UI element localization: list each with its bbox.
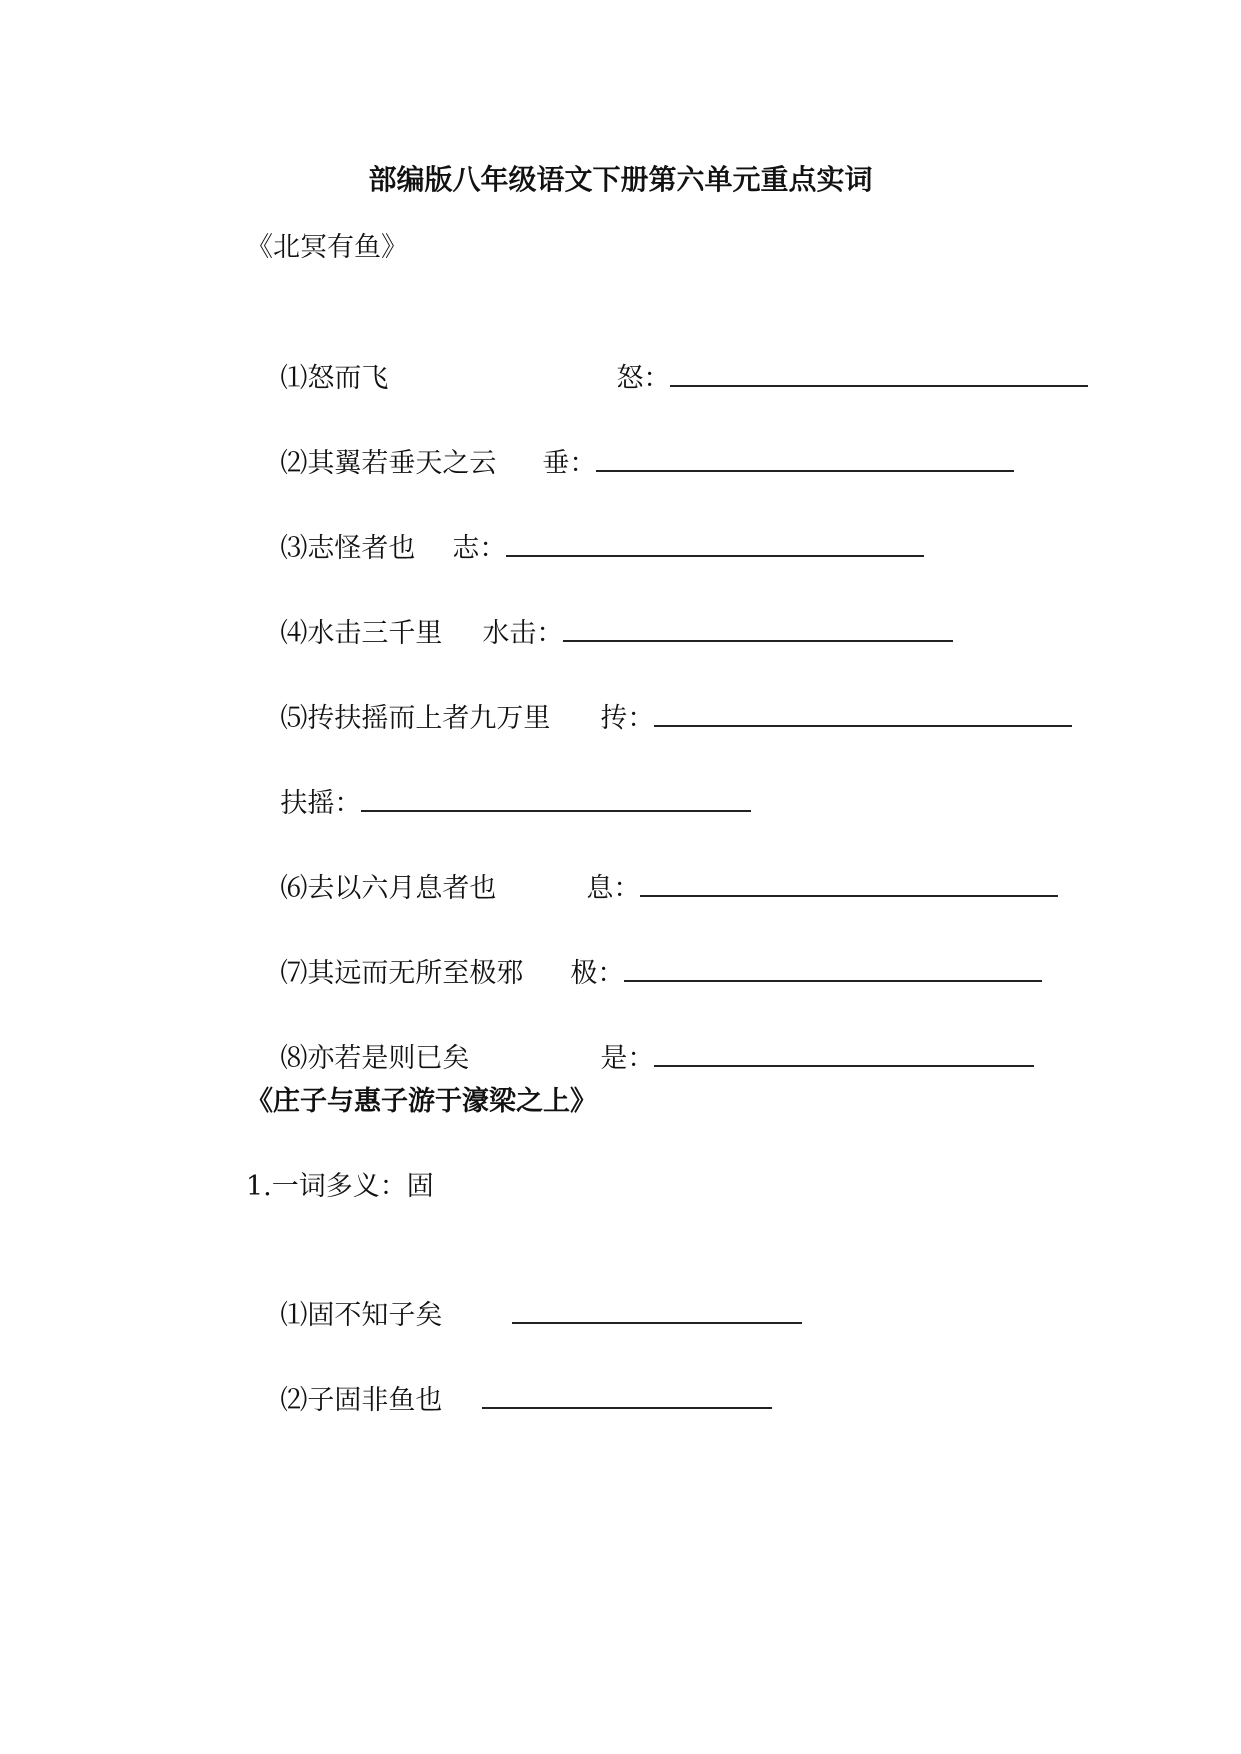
answer-blank[interactable] <box>596 440 1014 472</box>
item-word: 扶摇： <box>280 788 362 819</box>
item-prefix: ⑶志怪者也 <box>280 533 416 564</box>
subheading-polysemy: 1.一词多义：固 <box>246 1171 434 1202</box>
item-prefix: ⑵其翼若垂天之云 <box>280 448 497 479</box>
answer-blank[interactable] <box>563 610 953 642</box>
item-word: 水击： <box>482 618 564 649</box>
exercise-item-gu-2 <box>246 1337 772 1461</box>
item-word: 怒： <box>616 363 671 394</box>
answer-blank[interactable] <box>506 525 924 557</box>
section-heading-beiming: 《北冥有鱼》 <box>246 232 408 263</box>
page-title: 部编版八年级语文下册第六单元重点实词 <box>368 163 873 196</box>
answer-blank[interactable] <box>654 1035 1034 1067</box>
item-prefix: ⑵子固非鱼也 <box>280 1385 443 1416</box>
item-word: 是： <box>600 1043 655 1074</box>
answer-blank[interactable] <box>640 865 1058 897</box>
item-prefix: ⑴固不知子矣 <box>280 1300 443 1331</box>
answer-blank[interactable] <box>624 950 1042 982</box>
item-prefix: ⑻亦若是则已矣 <box>280 1043 470 1074</box>
item-word: 志： <box>452 533 507 564</box>
item-word: 抟： <box>600 703 655 734</box>
item-word: 极： <box>570 958 625 989</box>
answer-blank[interactable] <box>512 1292 802 1324</box>
item-prefix: ⑷水击三千里 <box>280 618 443 649</box>
item-word: 垂： <box>542 448 597 479</box>
answer-blank[interactable] <box>482 1377 772 1409</box>
item-prefix: ⑸抟扶摇而上者九万里 <box>280 703 551 734</box>
section-heading-haoliang: 《庄子与惠子游于濠梁之上》 <box>246 1086 597 1117</box>
answer-blank[interactable] <box>361 780 751 812</box>
answer-blank[interactable] <box>670 355 1088 387</box>
item-prefix: ⑴怒而飞 <box>280 363 389 394</box>
answer-blank[interactable] <box>654 695 1072 727</box>
item-prefix: ⑹去以六月息者也 <box>280 873 497 904</box>
item-word: 息： <box>586 873 641 904</box>
item-prefix: ⑺其远而无所至极邪 <box>280 958 524 989</box>
